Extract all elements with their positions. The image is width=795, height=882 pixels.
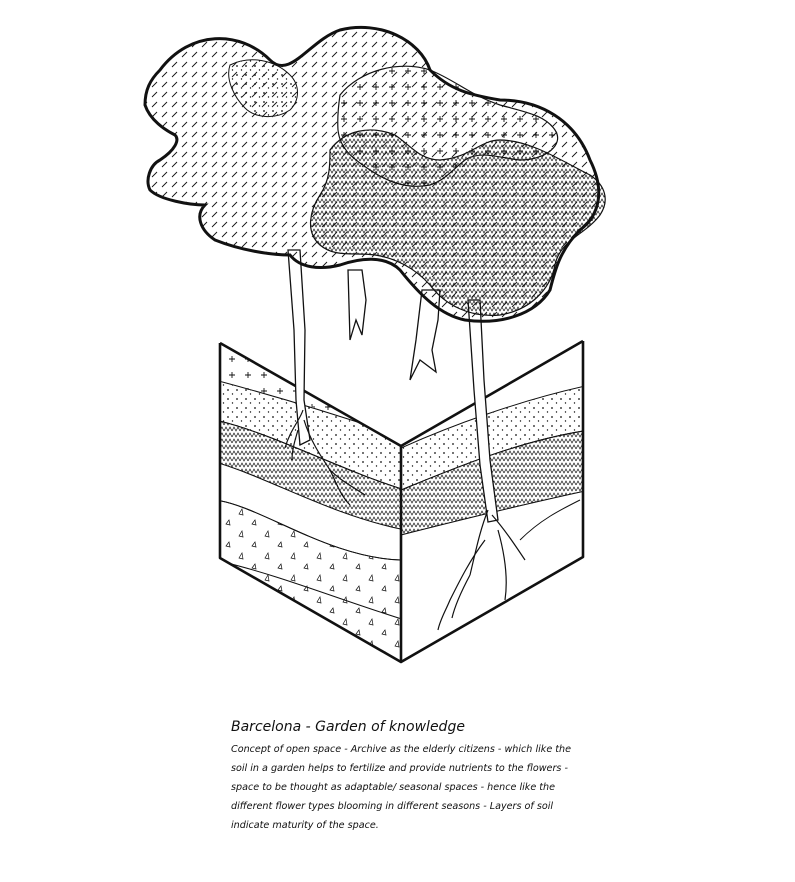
caption-title: Barcelona - Garden of knowledge	[231, 719, 465, 735]
caption-block	[231, 716, 576, 835]
soil-cube	[215, 340, 590, 670]
tree-canopy	[145, 27, 605, 321]
caption-body: Concept of open space - Archive as the elderly citizens - which like the soil in a garden helps to fertilize and provide nutrients to the flowers - space to be thought as adaptable/ seasonal spaces - hence like the different flower types blooming in different seasons - Layers of soil indicate maturity of the space.	[231, 744, 572, 831]
